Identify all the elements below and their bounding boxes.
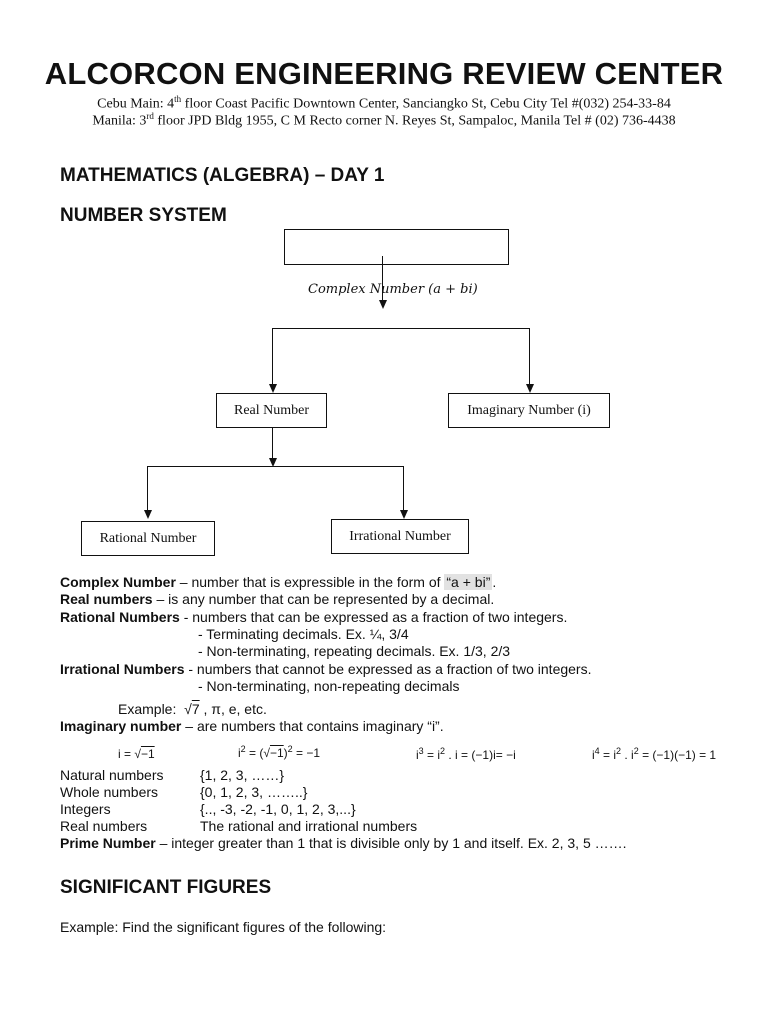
arrow-head xyxy=(526,384,534,393)
center-title: ALCORCON ENGINEERING REVIEW CENTER xyxy=(44,56,724,91)
set-value: {0, 1, 2, 3, ……..} xyxy=(200,784,308,800)
set-value: {.., -3, -2, -1, 0, 1, 2, 3,...} xyxy=(200,801,356,817)
prime-number-definition: Prime Number – integer greater than 1 that is divisible only by 1 and itself. Ex. 2, 3, 5 ……. xyxy=(60,835,627,851)
rational-bullet-1: - Terminating decimals. Ex. ¼, 3/4 xyxy=(198,626,409,642)
rational-number-box: Rational Number xyxy=(81,521,215,556)
set-value: {1, 2, 3, ……} xyxy=(200,767,285,783)
i-power-1: i = √−1 xyxy=(118,747,155,761)
connector-line xyxy=(272,428,273,458)
significant-figures-example: Example: Find the significant figures of the following: xyxy=(60,919,387,935)
irrational-bullet-1: - Non-terminating, non-repeating decimals xyxy=(198,678,460,694)
set-value: The rational and irrational numbers xyxy=(200,818,418,834)
set-name: Integers xyxy=(60,801,111,817)
i-power-3: $i^3 = i^2$ . i = (−1)i= −i xyxy=(416,746,516,762)
number-system-heading: NUMBER SYSTEM xyxy=(60,205,227,226)
i-power-4: $i^4 = i^2$ . $i^2 = (-1)(-1) = 1$ xyxy=(592,746,717,762)
set-name: Real numbers xyxy=(60,818,148,834)
real-number-definition: Real numbers – is any number that can be represented by a decimal. xyxy=(60,591,495,607)
i-power-2: $i^2 = (√-1)^2 = -1$ xyxy=(238,744,321,760)
connector-line xyxy=(147,466,148,511)
real-number-box: Real Number xyxy=(216,393,327,428)
arrow-head xyxy=(144,510,152,519)
cebu-address: Cebu Main: 4th floor Coast Pacific Downtown Center, Sanciangko St, Cebu City Tel #(032) 254-33-84 xyxy=(97,94,671,112)
set-name: Natural numbers xyxy=(60,767,164,783)
connector-line xyxy=(272,328,273,384)
arrow-head xyxy=(379,300,387,309)
irrational-number-box: Irrational Number xyxy=(331,519,469,554)
imaginary-number-box: Imaginary Number (i) xyxy=(448,393,610,428)
irrational-example: Example: √7 , π, e, etc. xyxy=(118,701,267,717)
rational-number-definition: Rational Numbers - numbers that can be expressed as a fraction of two integers. xyxy=(60,609,568,625)
imaginary-number-definition: Imaginary number – are numbers that contains imaginary “i”. xyxy=(60,718,444,734)
complex-number-definition: Complex Number – number that is expressible in the form of “a + bi” . xyxy=(60,574,497,590)
connector-line xyxy=(147,466,404,467)
manila-address: Manila: 3rd floor JPD Bldg 1955, C M Recto corner N. Reyes St, Sampaloc, Manila Tel # (02) 736-4438 xyxy=(92,111,676,129)
significant-figures-heading: SIGNIFICANT FIGURES xyxy=(60,877,272,898)
connector-line xyxy=(272,328,530,329)
complex-number-label: Complex Number (a + bi) xyxy=(308,282,478,297)
irrational-number-definition: Irrational Numbers - numbers that cannot be expressed as a fraction of two integers. xyxy=(60,661,592,677)
rational-bullet-2: - Non-terminating, repeating decimals. Ex. 1/3, 2/3 xyxy=(198,643,511,659)
connector-line xyxy=(403,466,404,511)
arrow-head xyxy=(400,510,408,519)
set-name: Whole numbers xyxy=(60,784,159,800)
subject-heading: MATHEMATICS (ALGEBRA) – DAY 1 xyxy=(60,165,385,186)
complex-number-box xyxy=(284,229,509,265)
connector-line xyxy=(529,328,530,384)
arrow-head xyxy=(269,384,277,393)
